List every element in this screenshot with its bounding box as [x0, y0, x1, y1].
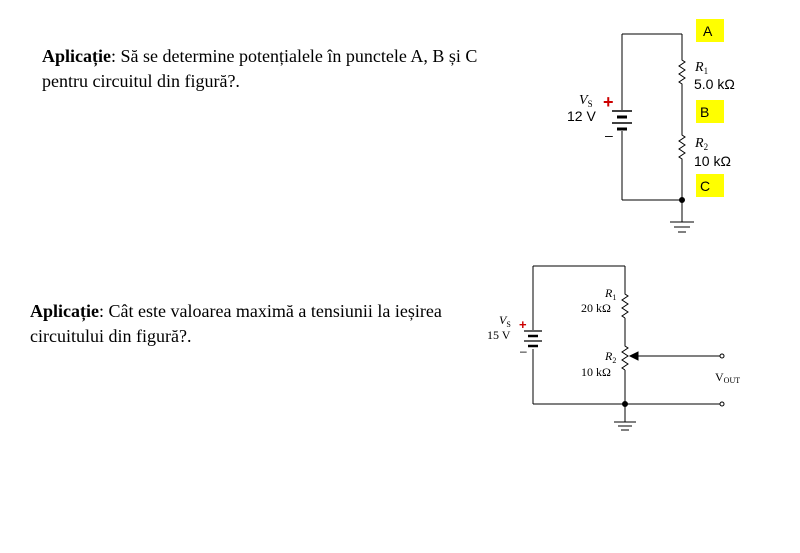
circuit-2-r2-label: $R_2$: [605, 349, 617, 365]
circuit-2-wiper-arrow-icon: [630, 352, 638, 360]
circuit-1-resistor-r2: [679, 131, 685, 161]
circuit-1-r1-label: $R_1$: [695, 60, 709, 76]
circuit-1-r2-label: $R_2$: [695, 136, 709, 152]
circuit-2-vs-label: $V_S$: [499, 313, 511, 329]
circuit-2-r1-label: $R_1$: [605, 286, 617, 302]
circuit-1-node-dot: [680, 198, 685, 203]
circuit-2-vs-value: 15 V: [487, 328, 511, 342]
circuit-1-battery: [612, 111, 632, 129]
circuit-1-vs-label: $V_S$: [579, 93, 593, 109]
circuit-2-vout-terminal-bottom: [720, 402, 724, 406]
circuit-2-ground-icon: [614, 422, 636, 430]
circuit-2-node-dot: [623, 402, 628, 407]
problem-1-label: Aplicație: [42, 46, 111, 66]
circuit-2-vout-label: VOUT: [715, 370, 741, 385]
circuit-1-r1-value: 5.0 kΩ: [694, 76, 735, 92]
circuit-1-point-b: B: [700, 104, 710, 120]
circuit-2-resistor-r1: [622, 290, 628, 318]
circuit-1-vs-value: 12 V: [567, 108, 596, 124]
circuit-1: [612, 34, 694, 232]
problem-2-statement: : Cât este valoarea maximă a tensiunii la ieșirea circuitului din figură?.: [30, 301, 442, 346]
circuit-1-point-c: C: [700, 178, 711, 194]
circuit-1-point-a: A: [703, 23, 713, 39]
circuit-1-resistor-r1: [679, 56, 685, 86]
circuit-1-plus-sign: +: [603, 92, 614, 112]
circuit-2-battery: [524, 331, 542, 346]
circuit-1-minus-sign: –: [605, 127, 613, 143]
problem-2-label: Aplicație: [30, 301, 99, 321]
circuit-2-minus-sign: –: [520, 344, 527, 358]
circuit-2-potentiometer-r2: [622, 342, 628, 370]
circuit-2-r1-value: 20 kΩ: [581, 301, 611, 315]
problem-1-statement: : Să se determine potențialele în punctele A, B și C pentru circuitul din figură?.: [42, 46, 478, 91]
circuit-2: [524, 266, 724, 430]
circuit-1-ground-icon: [670, 222, 694, 232]
circuit-1-r2-value: 10 kΩ: [694, 153, 731, 169]
circuit-2-r2-value: 10 kΩ: [581, 365, 611, 379]
circuit-2-vout-terminal-top: [720, 354, 724, 358]
circuit-2-plus-sign: +: [519, 317, 527, 332]
